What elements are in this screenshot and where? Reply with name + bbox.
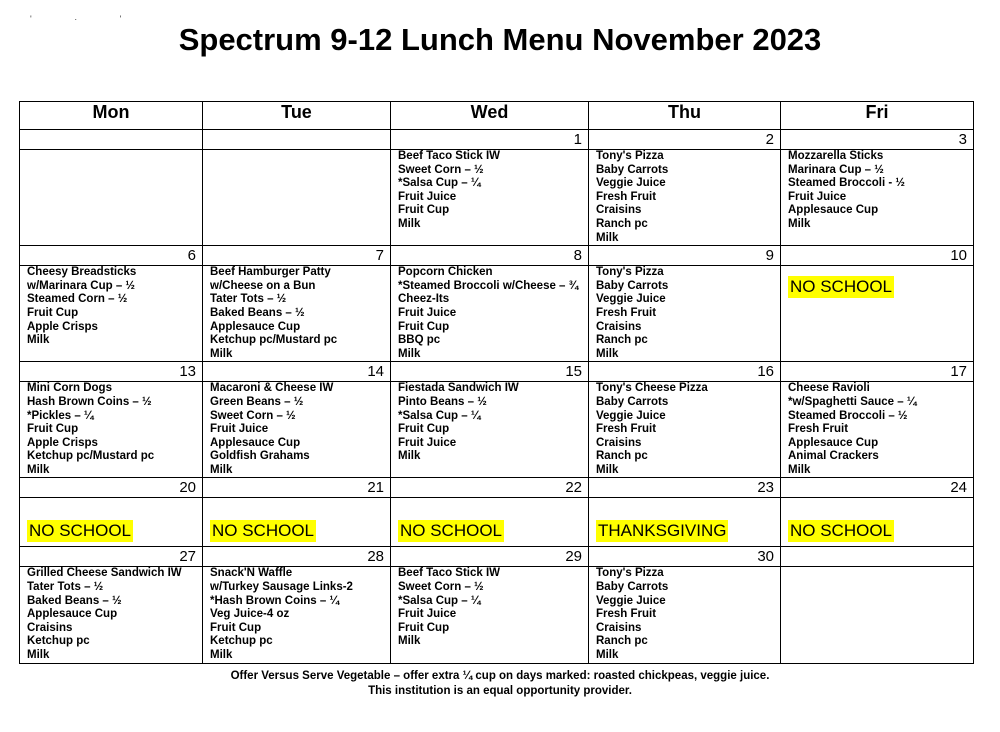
menu-item: Steamed Broccoli - ½: [788, 177, 905, 190]
header-marks: ' · ': [30, 14, 142, 24]
menu-row: [20, 498, 974, 547]
menu-item: Grilled Cheese Sandwich IW: [27, 567, 182, 580]
menu-item: Milk: [596, 649, 619, 662]
menu-cell: [781, 382, 974, 478]
date-number: 20: [20, 478, 203, 498]
menu-cell: [391, 498, 589, 547]
menu-item-list: [596, 567, 780, 662]
menu-item: w/Marinara Cup – ½: [27, 279, 136, 292]
menu-item: Applesauce Cup: [210, 436, 301, 449]
menu-item: Milk: [210, 463, 233, 476]
menu-item-list: [596, 266, 780, 361]
menu-item: Baby Carrots: [596, 279, 669, 292]
date-number: 2: [589, 130, 781, 150]
menu-item: Tater Tots – ½: [27, 581, 104, 594]
menu-item: Milk: [27, 334, 50, 347]
menu-item-list: [596, 150, 780, 245]
menu-item: w/Cheese on a Bun: [210, 279, 316, 292]
menu-cell: [203, 382, 391, 478]
menu-item: Fruit Cup: [27, 423, 79, 436]
menu-cell: [391, 567, 589, 663]
menu-item: BBQ pc: [398, 334, 441, 347]
date-number: 29: [391, 547, 589, 567]
menu-item-list: [788, 150, 973, 232]
menu-item: Craisins: [596, 436, 642, 449]
menu-item: Ketchup pc/Mustard pc: [210, 334, 338, 347]
menu-cell: [20, 567, 203, 663]
menu-item: Tony's Pizza: [596, 567, 664, 580]
menu-cell: [203, 498, 391, 547]
date-number: 27: [20, 547, 203, 567]
date-number: [203, 130, 391, 150]
menu-item: Mini Corn Dogs: [27, 382, 112, 395]
menu-item-list: [210, 567, 390, 662]
menu-item: Fruit Juice: [398, 436, 457, 449]
date-number: 21: [203, 478, 391, 498]
menu-item-list: [596, 382, 780, 477]
menu-item: Milk: [596, 347, 619, 360]
menu-item-list: [210, 382, 390, 477]
menu-item: Craisins: [596, 621, 642, 634]
menu-item: Milk: [27, 463, 50, 476]
menu-item-list: [398, 382, 588, 464]
menu-item: Hash Brown Coins – ½: [27, 395, 152, 408]
menu-item: Steamed Broccoli – ½: [788, 409, 908, 422]
menu-item: Goldfish Grahams: [210, 450, 310, 463]
menu-item: Veggie Juice: [596, 293, 666, 306]
date-number: 13: [20, 362, 203, 382]
menu-item: Ketchup pc/Mustard pc: [27, 450, 155, 463]
menu-row: [20, 150, 974, 246]
date-number-row: [20, 246, 974, 266]
menu-cell: [203, 266, 391, 362]
menu-item-list: [398, 567, 588, 649]
menu-item: w/Turkey Sausage Links-2: [210, 581, 353, 594]
menu-item-list: [788, 382, 973, 477]
menu-item: Fresh Fruit: [596, 306, 657, 319]
menu-item: Veggie Juice: [596, 594, 666, 607]
menu-item: Baked Beans – ½: [27, 594, 122, 607]
menu-cell: [20, 382, 203, 478]
date-number: 14: [203, 362, 391, 382]
menu-item: Fruit Cup: [398, 204, 450, 217]
date-number: 22: [391, 478, 589, 498]
menu-cell: [781, 150, 974, 246]
menu-item: Baked Beans – ½: [210, 306, 305, 319]
menu-item: Fruit Juice: [398, 608, 457, 621]
menu-item: Sweet Corn – ½: [398, 163, 484, 176]
menu-item: Mozzarella Sticks: [788, 150, 884, 162]
menu-item: Applesauce Cup: [210, 320, 301, 333]
menu-item: Milk: [210, 347, 233, 360]
menu-item: Fruit Cup: [27, 306, 79, 319]
menu-item: Milk: [788, 217, 811, 230]
menu-item: Ranch pc: [596, 450, 648, 463]
date-number: 8: [391, 246, 589, 266]
date-number: [20, 130, 203, 150]
menu-item: Veg Juice-4 oz: [210, 608, 290, 621]
day-header-thu: Thu: [589, 102, 781, 130]
menu-item: Veggie Juice: [596, 177, 666, 190]
date-number: 30: [589, 547, 781, 567]
menu-item: Baby Carrots: [596, 163, 669, 176]
menu-item: Milk: [210, 649, 233, 662]
menu-item: Craisins: [596, 204, 642, 217]
menu-cell: [203, 567, 391, 663]
date-number: 10: [781, 246, 974, 266]
menu-row: [20, 567, 974, 663]
menu-item: Fruit Juice: [788, 190, 847, 203]
no-school-badge: NO SCHOOL: [212, 521, 315, 541]
menu-item: Beef Taco Stick IW: [398, 150, 501, 162]
menu-item: Animal Crackers: [788, 450, 879, 463]
menu-item: Cheez-Its: [398, 293, 450, 306]
menu-item-list: [27, 266, 202, 348]
date-number-row: [20, 547, 974, 567]
menu-item: Baby Carrots: [596, 395, 669, 408]
menu-item: Marinara Cup – ½: [788, 163, 884, 176]
menu-item: Snack'N Waffle: [210, 567, 293, 580]
menu-item: *Steamed Broccoli w/Cheese – ¾: [398, 279, 579, 292]
menu-item: *Salsa Cup – ¼: [398, 409, 481, 422]
footer-equal-opportunity: This institution is an equal opportunity provider.: [368, 684, 632, 697]
menu-cell: [203, 150, 391, 246]
menu-item: Ranch pc: [596, 334, 648, 347]
menu-item: Tony's Pizza: [596, 150, 664, 162]
footer-note: [0, 669, 1000, 698]
menu-item: Fruit Juice: [398, 190, 457, 203]
date-number-row: [20, 130, 974, 150]
date-number: 3: [781, 130, 974, 150]
menu-item: *w/Spaghetti Sauce – ¼: [788, 395, 917, 408]
day-header-tue: Tue: [203, 102, 391, 130]
menu-item: Ketchup pc: [210, 635, 273, 648]
menu-item: Milk: [596, 231, 619, 244]
menu-item: Milk: [788, 463, 811, 476]
menu-cell: [589, 567, 781, 663]
menu-item: Apple Crisps: [27, 320, 98, 333]
day-header-wed: Wed: [391, 102, 589, 130]
menu-cell: [20, 498, 203, 547]
menu-item: *Salsa Cup – ¼: [398, 177, 481, 190]
menu-item-list: [398, 266, 588, 361]
footer-ovs-note: Offer Versus Serve Vegetable – offer extra ¼ cup on days marked: roasted chickpeas, veggie juice.: [230, 670, 770, 682]
no-school-badge: NO SCHOOL: [790, 521, 893, 541]
menu-item: Apple Crisps: [27, 436, 98, 449]
menu-cell: [20, 150, 203, 246]
menu-item: Fruit Juice: [210, 423, 269, 436]
menu-item: Ketchup pc: [27, 635, 90, 648]
menu-item: Craisins: [27, 621, 73, 634]
menu-row: [20, 382, 974, 478]
menu-item: Fresh Fruit: [596, 423, 657, 436]
menu-item: Milk: [398, 217, 421, 230]
menu-item: Baby Carrots: [596, 581, 669, 594]
date-number-row: [20, 362, 974, 382]
menu-item: Applesauce Cup: [788, 436, 879, 449]
menu-item-list: [27, 567, 202, 662]
menu-item-list: [398, 150, 588, 232]
date-number: 1: [391, 130, 589, 150]
menu-cell: [20, 266, 203, 362]
menu-item: Tony's Cheese Pizza: [596, 382, 708, 395]
menu-cell: [391, 382, 589, 478]
menu-item: Fresh Fruit: [596, 608, 657, 621]
day-header-mon: Mon: [20, 102, 203, 130]
menu-cell: [589, 266, 781, 362]
menu-item: Beef Taco Stick IW: [398, 567, 501, 580]
menu-item: Craisins: [596, 320, 642, 333]
day-header-fri: Fri: [781, 102, 974, 130]
menu-item: Beef Hamburger Patty: [210, 266, 331, 279]
menu-item: Cheesy Breadsticks: [27, 266, 137, 279]
menu-item: Milk: [398, 450, 421, 463]
menu-row: [20, 266, 974, 362]
page-title: Spectrum 9-12 Lunch Menu November 2023: [178, 22, 822, 57]
date-number: 9: [589, 246, 781, 266]
menu-item-list: [27, 382, 202, 477]
menu-item-list: [210, 266, 390, 361]
no-school-badge: NO SCHOOL: [400, 521, 503, 541]
menu-item: Fruit Juice: [398, 306, 457, 319]
menu-item: Applesauce Cup: [788, 204, 879, 217]
menu-cell: [391, 150, 589, 246]
menu-cell: [781, 498, 974, 547]
menu-item: Macaroni & Cheese IW: [210, 382, 334, 395]
menu-item: Milk: [398, 347, 421, 360]
holiday-badge: THANKSGIVING: [598, 521, 727, 541]
date-number: 28: [203, 547, 391, 567]
menu-item: Fruit Cup: [398, 423, 450, 436]
menu-item: Fresh Fruit: [596, 190, 657, 203]
date-number: 17: [781, 362, 974, 382]
menu-item: Fresh Fruit: [788, 423, 849, 436]
menu-item: Milk: [398, 635, 421, 648]
menu-item: Popcorn Chicken: [398, 266, 493, 279]
menu-item: Fiestada Sandwich IW: [398, 382, 519, 395]
no-school-badge: NO SCHOOL: [790, 277, 893, 297]
menu-item: Pinto Beans – ½: [398, 395, 487, 408]
menu-cell: [781, 266, 974, 362]
menu-item: Milk: [596, 463, 619, 476]
menu-item: Tony's Pizza: [596, 266, 664, 279]
menu-calendar: [19, 101, 974, 664]
no-school-badge: NO SCHOOL: [29, 521, 132, 541]
menu-cell: [589, 498, 781, 547]
menu-item: Milk: [27, 649, 50, 662]
menu-cell: [391, 266, 589, 362]
menu-item: Veggie Juice: [596, 409, 666, 422]
menu-item: Fruit Cup: [210, 621, 262, 634]
date-number: 16: [589, 362, 781, 382]
weekday-header-row: [20, 102, 974, 130]
menu-item: Applesauce Cup: [27, 608, 118, 621]
menu-item: Cheese Ravioli: [788, 382, 870, 395]
date-number: 24: [781, 478, 974, 498]
menu-item: *Salsa Cup – ¼: [398, 594, 481, 607]
date-number: 6: [20, 246, 203, 266]
menu-cell: [589, 382, 781, 478]
date-number: 7: [203, 246, 391, 266]
menu-item: Fruit Cup: [398, 621, 450, 634]
menu-item: Sweet Corn – ½: [210, 409, 296, 422]
menu-item: *Pickles – ¼: [27, 409, 94, 422]
menu-item: Sweet Corn – ½: [398, 581, 484, 594]
menu-item: Fruit Cup: [398, 320, 450, 333]
date-number: 23: [589, 478, 781, 498]
date-number-row: [20, 478, 974, 498]
menu-item: Ranch pc: [596, 217, 648, 230]
menu-item: Green Beans – ½: [210, 395, 304, 408]
menu-item: Tater Tots – ½: [210, 293, 287, 306]
date-number: [781, 547, 974, 567]
menu-cell: [781, 567, 974, 663]
date-number: 15: [391, 362, 589, 382]
menu-item: *Hash Brown Coins – ¼: [210, 594, 340, 607]
menu-cell: [589, 150, 781, 246]
menu-item: Ranch pc: [596, 635, 648, 648]
menu-item: Steamed Corn – ½: [27, 293, 128, 306]
